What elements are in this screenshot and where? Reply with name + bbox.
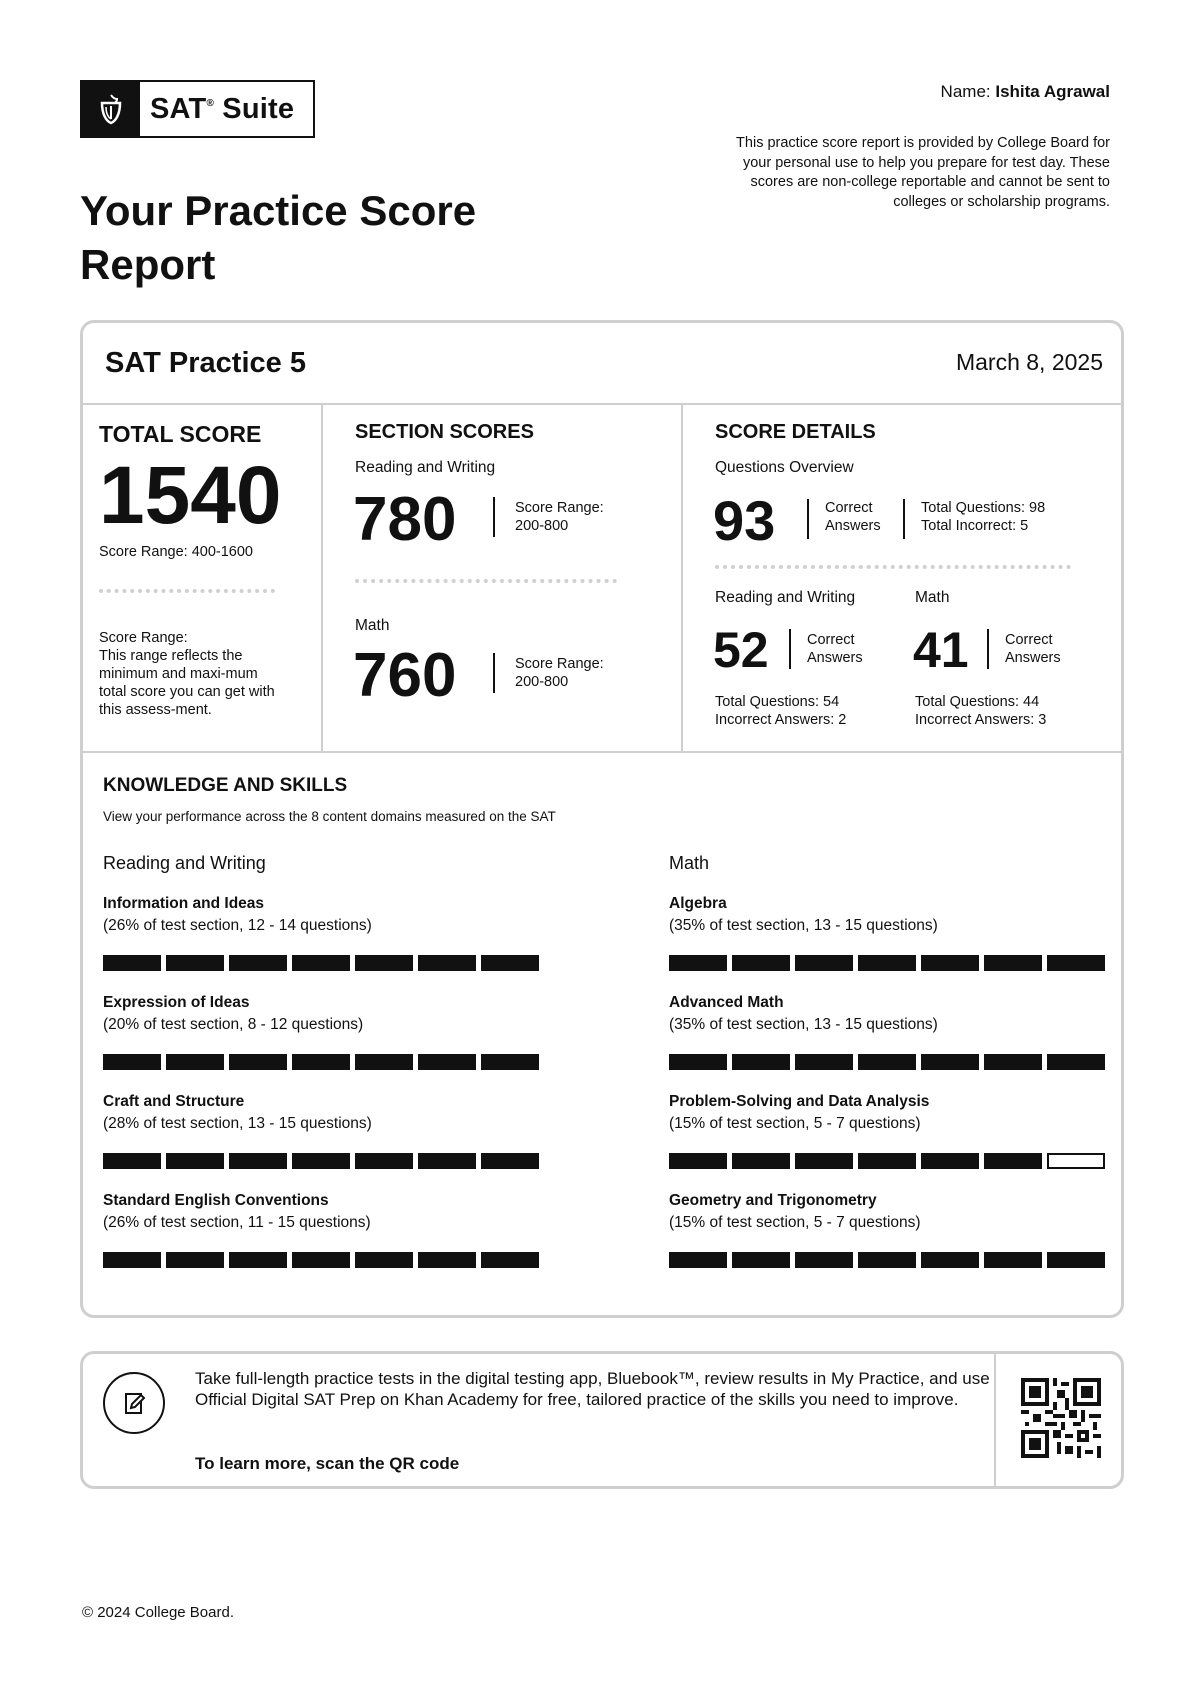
correct-label: Correct (807, 632, 855, 648)
dotted-divider (355, 579, 617, 583)
skill-domain-description: (15% of test section, 5 - 7 questions) (669, 1115, 921, 1132)
promo-cta: To learn more, scan the QR code (195, 1454, 460, 1473)
separator (987, 629, 989, 669)
math-score-range-label: Score Range: (515, 656, 604, 672)
ks-rw-heading: Reading and Writing (103, 853, 266, 873)
performance-segment-filled (669, 1153, 727, 1169)
performance-segment-filled (921, 1153, 979, 1169)
questions-overview-label: Questions Overview (715, 459, 854, 476)
student-name: Name: Ishita Agrawal (940, 82, 1110, 101)
performance-segment-filled (292, 955, 350, 971)
rw-question-summary (715, 693, 846, 729)
performance-segment-filled (481, 1252, 539, 1268)
total-incorrect: Total Incorrect: 5 (921, 518, 1029, 534)
dotted-divider (715, 565, 1071, 569)
skill-domain-description: (28% of test section, 13 - 15 questions) (103, 1115, 372, 1132)
rw-section-label: Reading and Writing (355, 459, 496, 476)
total-score-heading: TOTAL SCORE (99, 421, 262, 447)
total-correct-value: 93 (713, 489, 776, 552)
answers-label: Answers (825, 518, 881, 534)
math-score-range-value: 200-800 (515, 674, 569, 690)
math-section-score: 760 (353, 641, 457, 710)
answers-label: Answers (807, 650, 863, 666)
rw-total-questions: Total Questions: 54 (715, 694, 840, 710)
section-scores-heading: SECTION SCORES (355, 421, 534, 443)
performance-segment-filled (669, 1252, 727, 1268)
performance-segment-filled (166, 1252, 224, 1268)
skill-domain-name: Expression of Ideas (103, 994, 250, 1011)
performance-segment-filled (481, 1153, 539, 1169)
skill-domain-name: Geometry and Trigonometry (669, 1192, 877, 1209)
math-total-questions: Total Questions: 44 (915, 694, 1040, 710)
performance-segment-filled (669, 955, 727, 971)
performance-bar (669, 955, 1129, 971)
performance-segment-filled (795, 955, 853, 971)
performance-segment-filled (858, 1153, 916, 1169)
performance-segment-filled (292, 1054, 350, 1070)
performance-segment-filled (166, 1153, 224, 1169)
rw-score-range-value: 200-800 (515, 518, 569, 534)
performance-segment-filled (229, 1252, 287, 1268)
total-score-value: 1540 (99, 450, 282, 541)
skill-domain (669, 895, 1129, 994)
knowledge-skills-heading: KNOWLEDGE AND SKILLS (103, 775, 348, 796)
performance-segment-filled (732, 955, 790, 971)
promo-text: Take full-length practice tests in the digital testing app, Bluebook™, review results in My Practice, and use Official Digital SAT Prep on Khan Academy for free, tailored practice of the skills you need to improve. (195, 1369, 990, 1409)
ks-math-heading: Math (669, 853, 710, 873)
questions-summary (921, 499, 1045, 535)
rw-score-range (515, 499, 604, 535)
sat-suite-logo (80, 80, 315, 138)
performance-segment-filled (481, 1054, 539, 1070)
math-incorrect-answers: Incorrect Answers: 3 (915, 712, 1047, 728)
performance-segment-filled (921, 1054, 979, 1070)
performance-segment-filled (355, 1054, 413, 1070)
total-score-range: Score Range: 400-1600 (99, 544, 253, 560)
pencil-note-icon (103, 1372, 165, 1434)
skill-domain-description: (26% of test section, 12 - 14 questions) (103, 917, 372, 934)
performance-bar (103, 955, 563, 971)
performance-bar (103, 1153, 563, 1169)
performance-segment-filled (984, 1153, 1042, 1169)
performance-segment-filled (292, 1252, 350, 1268)
performance-segment-filled (1047, 955, 1105, 971)
qr-code-icon[interactable] (1021, 1378, 1101, 1458)
score-details-heading: SCORE DETAILS (715, 421, 876, 443)
correct-answers-label (825, 499, 881, 535)
performance-segment-filled (418, 1153, 476, 1169)
math-correct-answers-label (1005, 631, 1061, 667)
performance-segment-filled (732, 1054, 790, 1070)
separator (789, 629, 791, 669)
skill-domain (103, 1093, 563, 1192)
performance-segment-filled (858, 1252, 916, 1268)
divider (994, 1354, 996, 1486)
performance-segment-filled (669, 1054, 727, 1070)
performance-segment-filled (732, 1153, 790, 1169)
divider (681, 403, 683, 751)
performance-segment-filled (984, 1252, 1042, 1268)
performance-segment-filled (292, 1153, 350, 1169)
performance-segment-filled (103, 1054, 161, 1070)
correct-label: Correct (825, 500, 873, 516)
performance-segment-filled (921, 1252, 979, 1268)
performance-segment-filled (355, 1252, 413, 1268)
performance-segment-filled (418, 1252, 476, 1268)
page-title: Your Practice Score Report (80, 187, 477, 288)
math-score-range (515, 655, 604, 691)
performance-segment-filled (229, 1054, 287, 1070)
performance-bar (669, 1054, 1129, 1070)
performance-bar (669, 1252, 1129, 1268)
performance-segment-filled (984, 1054, 1042, 1070)
performance-segment-filled (858, 955, 916, 971)
skill-domain (103, 994, 563, 1093)
skill-domain (103, 895, 563, 994)
test-name: SAT Practice 5 (105, 347, 306, 379)
performance-bar (103, 1252, 563, 1268)
skill-domain-description: (35% of test section, 13 - 15 questions) (669, 917, 938, 934)
skill-domain (669, 1192, 1129, 1291)
skill-domain-name: Craft and Structure (103, 1093, 245, 1110)
separator (903, 499, 905, 539)
performance-segment-filled (732, 1252, 790, 1268)
performance-segment-filled (795, 1252, 853, 1268)
divider (321, 403, 323, 751)
math-detail-label: Math (915, 589, 950, 606)
performance-segment-filled (229, 1153, 287, 1169)
math-question-summary (915, 693, 1046, 729)
performance-segment-filled (921, 955, 979, 971)
footer-copyright: © 2024 College Board. (82, 1604, 234, 1621)
score-range-note-text: This range reflects the minimum and maxi-mum total score you can get with this assess-ment. (99, 648, 275, 718)
performance-segment-filled (229, 955, 287, 971)
performance-segment-filled (166, 955, 224, 971)
performance-segment-filled (858, 1054, 916, 1070)
performance-bar (669, 1153, 1129, 1169)
math-correct-value: 41 (913, 622, 969, 678)
dotted-divider (99, 589, 275, 593)
performance-bar (103, 1054, 563, 1070)
skill-domain (669, 994, 1129, 1093)
skill-domain-description: (15% of test section, 5 - 7 questions) (669, 1214, 921, 1231)
skill-domain-name: Standard English Conventions (103, 1192, 329, 1209)
score-card (80, 320, 1124, 1318)
divider (83, 751, 1121, 753)
performance-segment-filled (166, 1054, 224, 1070)
ks-rw-list (103, 895, 563, 1291)
separator (493, 497, 495, 537)
disclaimer-text: This practice score report is provided by College Board for your personal use to help you prepare for test day. These scores are non-college reportable and cannot be sent to colleges or scholarship programs. (736, 135, 1110, 210)
performance-segment-filled (481, 955, 539, 971)
skill-domain-description: (26% of test section, 11 - 15 questions) (103, 1214, 371, 1231)
skill-domain (669, 1093, 1129, 1192)
test-date: March 8, 2025 (955, 349, 1103, 375)
rw-correct-value: 52 (713, 622, 769, 678)
skill-domain-description: (35% of test section, 13 - 15 questions) (669, 1016, 938, 1033)
skill-domain-name: Advanced Math (669, 994, 784, 1011)
card-header (83, 323, 1121, 405)
performance-segment-filled (418, 1054, 476, 1070)
performance-segment-filled (355, 1153, 413, 1169)
skill-domain (103, 1192, 563, 1291)
math-section-label: Math (355, 617, 390, 634)
skill-domain-description: (20% of test section, 8 - 12 questions) (103, 1016, 364, 1033)
rw-incorrect-answers: Incorrect Answers: 2 (715, 712, 847, 728)
correct-label: Correct (1005, 632, 1053, 648)
rw-score-range-label: Score Range: (515, 500, 604, 516)
rw-correct-answers-label (807, 631, 863, 667)
performance-segment-filled (795, 1054, 853, 1070)
answers-label: Answers (1005, 650, 1061, 666)
performance-segment-filled (418, 955, 476, 971)
performance-segment-filled (1047, 1252, 1105, 1268)
performance-segment-filled (103, 1153, 161, 1169)
rw-section-score: 780 (353, 485, 457, 554)
total-questions: Total Questions: 98 (921, 500, 1046, 516)
score-range-note-label: Score Range: (99, 630, 188, 646)
performance-segment-empty (1047, 1153, 1105, 1169)
ks-math-list (669, 895, 1129, 1291)
separator (493, 653, 495, 693)
rw-detail-label: Reading and Writing (715, 589, 856, 606)
performance-segment-filled (1047, 1054, 1105, 1070)
performance-segment-filled (355, 955, 413, 971)
separator (807, 499, 809, 539)
knowledge-skills-subtitle: View your performance across the 8 content domains measured on the SAT (103, 809, 556, 824)
promo-box (80, 1351, 1124, 1489)
performance-segment-filled (795, 1153, 853, 1169)
score-range-note (99, 629, 279, 719)
performance-segment-filled (103, 955, 161, 971)
skill-domain-name: Algebra (669, 895, 727, 912)
performance-segment-filled (984, 955, 1042, 971)
performance-segment-filled (103, 1252, 161, 1268)
skill-domain-name: Information and Ideas (103, 895, 265, 912)
skill-domain-name: Problem-Solving and Data Analysis (669, 1093, 930, 1110)
logo-wordmark: SAT ® Suite (150, 92, 295, 125)
acorn-icon (82, 82, 140, 136)
